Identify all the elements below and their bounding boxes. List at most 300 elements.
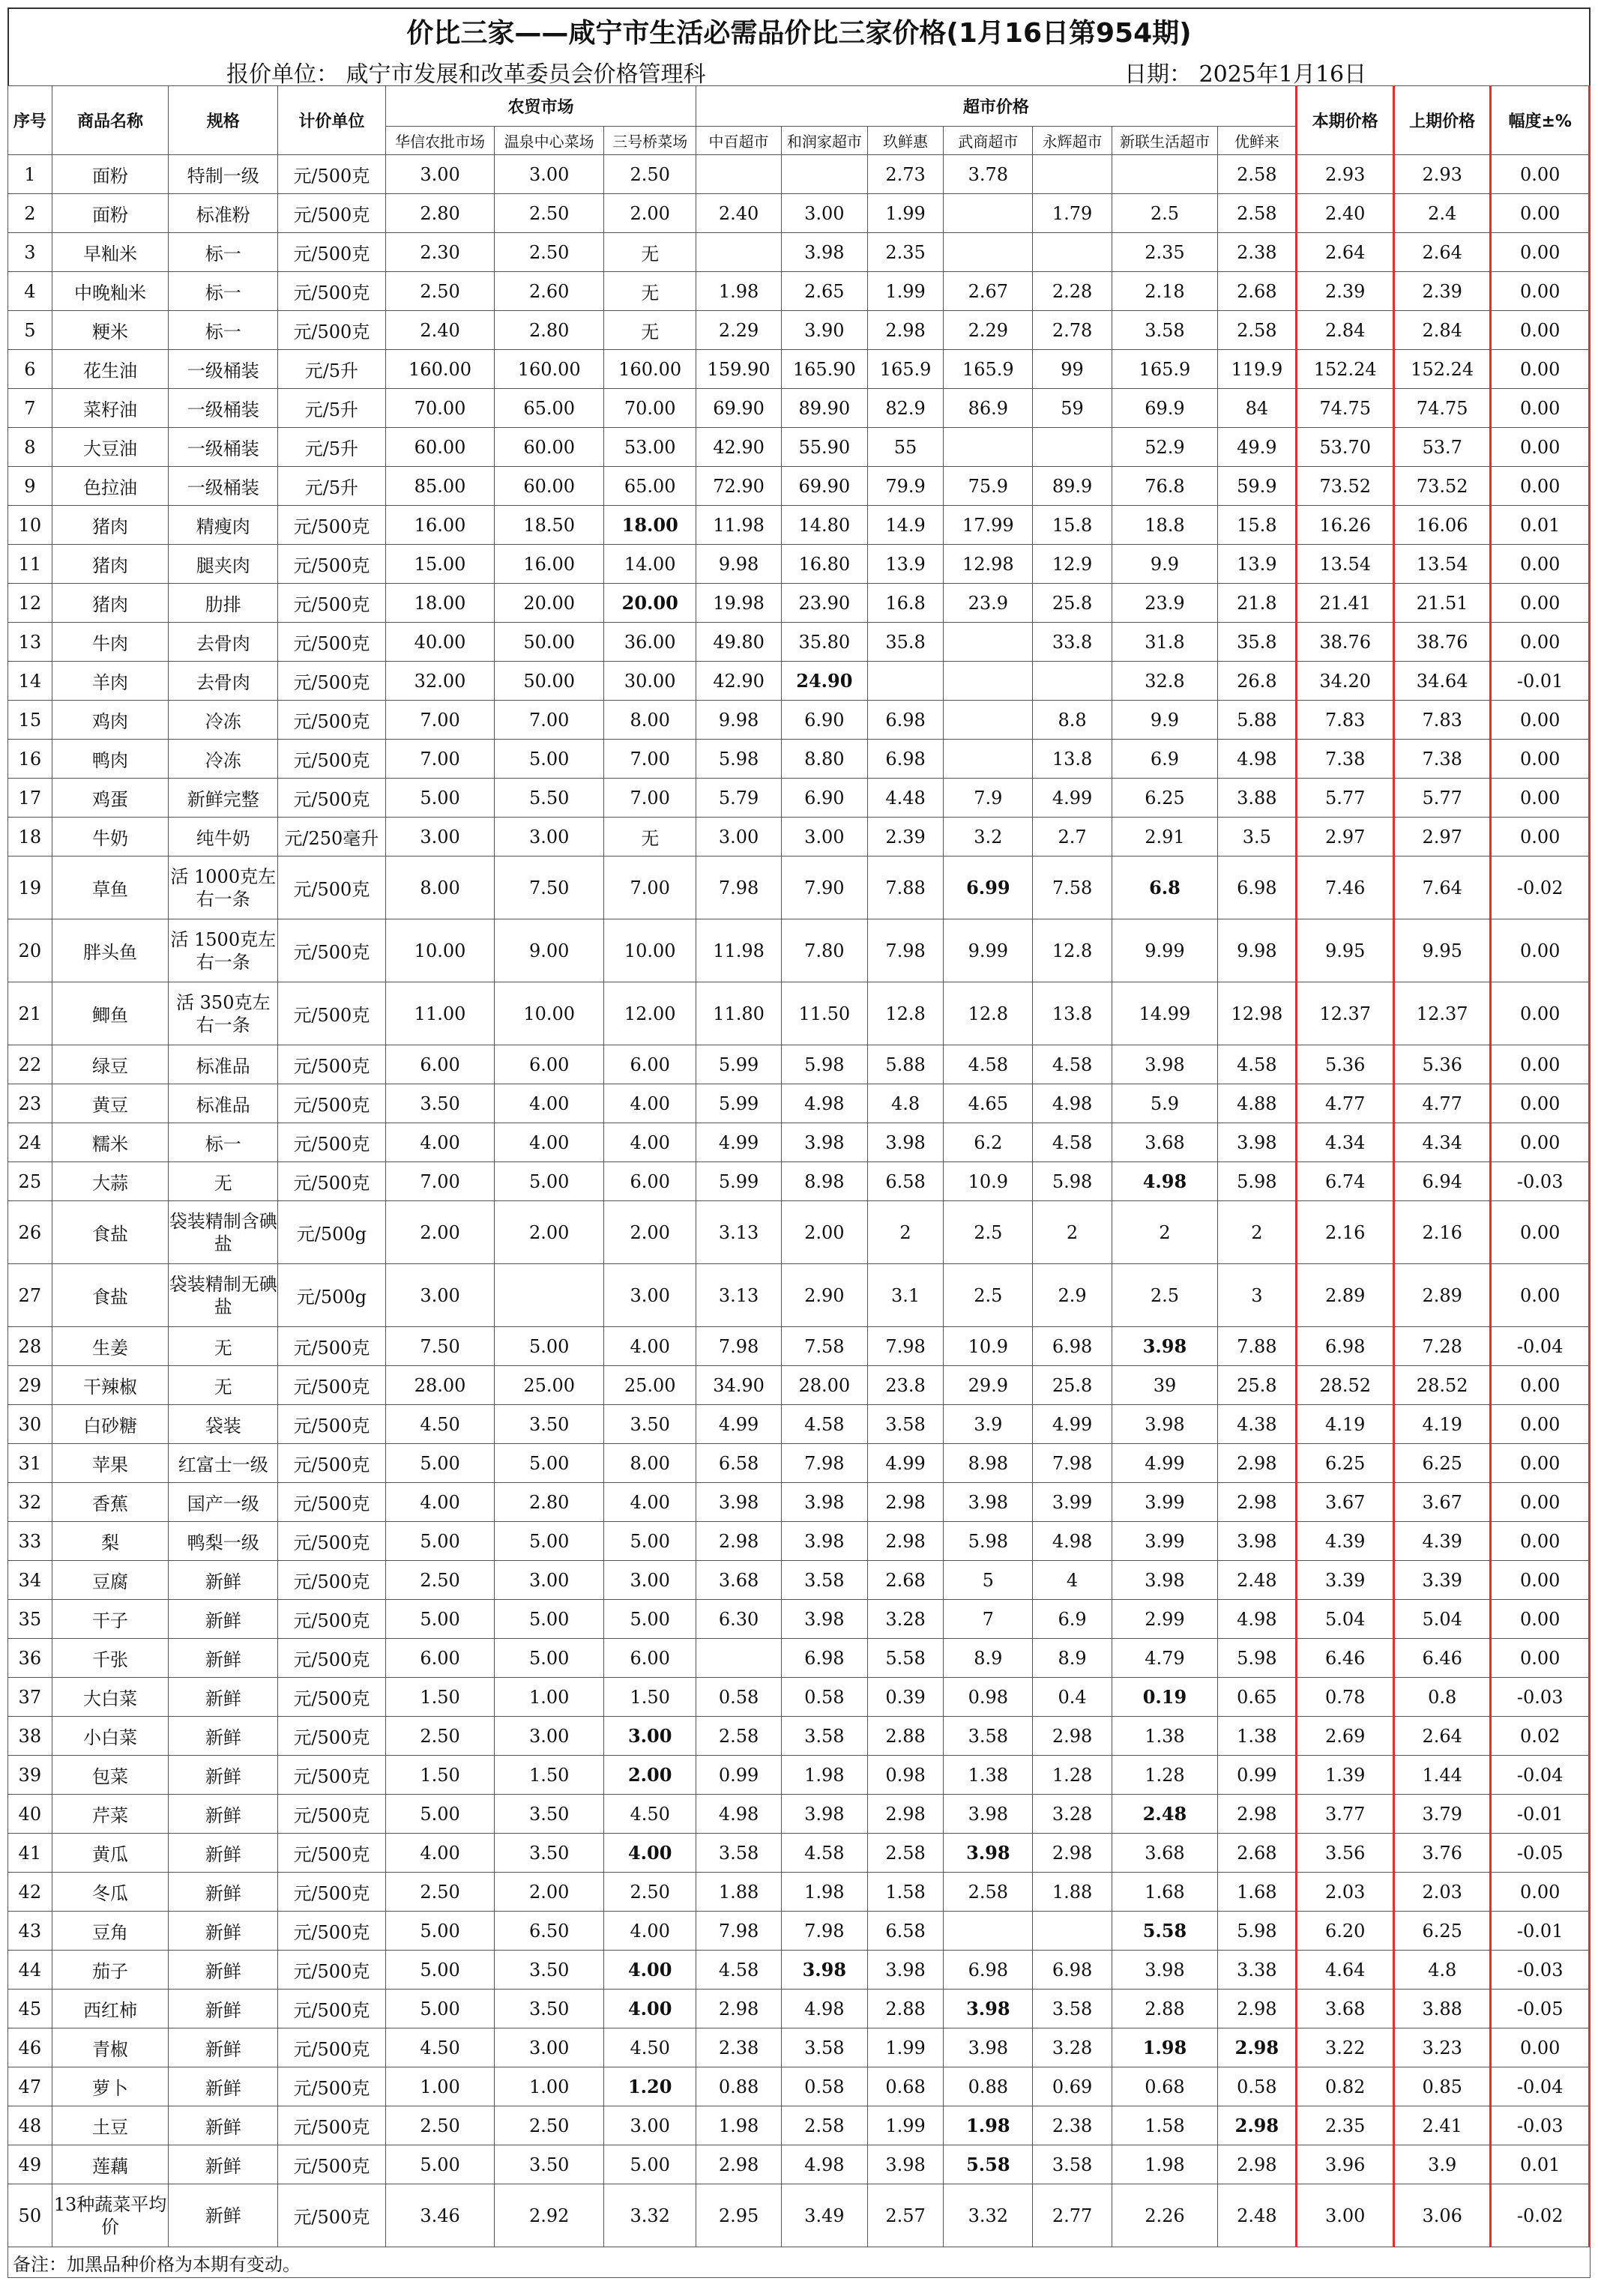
price-cell: 2.98 [1218, 1990, 1297, 2028]
unit-cell: 元/5升 [278, 428, 386, 467]
last-price-cell: 16.06 [1393, 506, 1490, 545]
spec-cell: 袋装精制含碘盐 [169, 1201, 278, 1264]
change-cell: -0.03 [1491, 1951, 1590, 1990]
price-cell: 2 [1112, 1201, 1218, 1264]
price-cell: 3.58 [1112, 311, 1218, 350]
price-cell: 1.00 [385, 2067, 495, 2106]
seq-cell: 39 [8, 1756, 52, 1795]
price-cell: 3.58 [1033, 2145, 1112, 2184]
spec-cell: 新鲜 [169, 1717, 278, 1756]
unit-cell: 元/500克 [278, 1123, 386, 1162]
price-cell: 4.58 [696, 1951, 781, 1990]
price-cell: 1.79 [1033, 194, 1112, 233]
price-cell: 9.98 [1218, 919, 1297, 982]
change-cell: -0.02 [1491, 857, 1590, 919]
header-store-7: 永辉超市 [1033, 127, 1112, 155]
last-price-cell: 6.94 [1393, 1162, 1490, 1201]
price-cell: 1.58 [1112, 2106, 1218, 2145]
unit-cell: 元/5升 [278, 467, 386, 506]
last-price-cell: 3.76 [1393, 1834, 1490, 1873]
table-row [8, 1639, 1590, 1678]
price-cell [1033, 1912, 1112, 1951]
price-cell: 1.50 [385, 1756, 495, 1795]
price-cell: 3.38 [1218, 1951, 1297, 1990]
header-store-5: 玖鲜惠 [867, 127, 943, 155]
last-price-cell: 0.8 [1393, 1678, 1490, 1717]
price-cell: 69.90 [696, 389, 781, 428]
spec-cell: 新鲜 [169, 1795, 278, 1834]
price-cell: 165.9 [867, 350, 943, 389]
price-cell: 3.98 [1218, 1522, 1297, 1561]
price-cell: 4.00 [385, 1123, 495, 1162]
price-cell [867, 662, 943, 701]
spec-cell: 一级桶装 [169, 467, 278, 506]
price-cell: 25.00 [604, 1366, 696, 1405]
price-cell: 6.00 [385, 1045, 495, 1084]
price-cell: 1.00 [495, 2067, 604, 2106]
price-cell: 2.50 [385, 1717, 495, 1756]
last-price-cell: 4.19 [1393, 1405, 1490, 1444]
price-cell: 2.80 [495, 1483, 604, 1522]
price-cell: 2.78 [1033, 311, 1112, 350]
price-cell [1033, 233, 1112, 272]
last-price-cell: 7.64 [1393, 857, 1490, 919]
price-cell: 6.00 [385, 1639, 495, 1678]
price-cell: 24.90 [781, 662, 867, 701]
change-cell: -0.04 [1491, 1327, 1590, 1366]
price-cell: 无 [604, 233, 696, 272]
price-cell: 69.90 [781, 467, 867, 506]
price-cell: 4 [1033, 1561, 1112, 1600]
price-cell: 4.50 [385, 2028, 495, 2067]
seq-cell: 41 [8, 1834, 52, 1873]
last-price-cell: 2.64 [1393, 1717, 1490, 1756]
price-cell: 2.58 [1218, 155, 1297, 194]
price-cell: 3.00 [604, 1561, 696, 1600]
spec-cell: 一级桶装 [169, 389, 278, 428]
price-cell: 6.50 [495, 1912, 604, 1951]
price-cell: 2.48 [1218, 1561, 1297, 1600]
price-cell: 89.90 [781, 389, 867, 428]
price-cell: 7.50 [385, 1327, 495, 1366]
price-cell: 2.50 [385, 2106, 495, 2145]
unit-cell: 元/500克 [278, 662, 386, 701]
unit-cell: 元/500克 [278, 1990, 386, 2028]
current-price-cell: 2.39 [1297, 272, 1393, 311]
current-price-cell: 1.39 [1297, 1756, 1393, 1795]
price-cell: 2.26 [1112, 2184, 1218, 2247]
price-cell: 2.29 [696, 311, 781, 350]
seq-cell: 3 [8, 233, 52, 272]
price-cell: 3.58 [781, 1561, 867, 1600]
change-cell: 0.00 [1491, 389, 1590, 428]
unit-cell: 元/500克 [278, 2145, 386, 2184]
price-cell: 5.88 [867, 1045, 943, 1084]
table-row [8, 1123, 1590, 1162]
price-cell: 4.00 [604, 1951, 696, 1990]
price-cell: 2.73 [867, 155, 943, 194]
price-cell: 3.98 [1112, 1327, 1218, 1366]
price-cell: 8.8 [1033, 701, 1112, 740]
unit-cell: 元/500克 [278, 857, 386, 919]
price-cell: 11.80 [696, 982, 781, 1045]
price-cell: 165.9 [1112, 350, 1218, 389]
spec-cell: 袋装 [169, 1405, 278, 1444]
price-cell: 2.68 [1218, 272, 1297, 311]
seq-cell: 16 [8, 740, 52, 779]
price-cell: 12.8 [944, 982, 1033, 1045]
current-price-cell: 3.22 [1297, 2028, 1393, 2067]
price-cell: 1.98 [696, 2106, 781, 2145]
price-cell: 6.2 [944, 1123, 1033, 1162]
price-cell: 2.38 [696, 2028, 781, 2067]
price-cell: 2.58 [867, 1834, 943, 1873]
spec-cell: 去骨肉 [169, 662, 278, 701]
price-cell: 3.98 [1112, 1951, 1218, 1990]
last-price-cell: 2.64 [1393, 233, 1490, 272]
header-store-2: 三号桥菜场 [604, 127, 696, 155]
price-cell: 20.00 [604, 584, 696, 623]
change-cell: 0.00 [1491, 982, 1590, 1045]
seq-cell: 42 [8, 1873, 52, 1912]
seq-cell: 40 [8, 1795, 52, 1834]
price-cell: 11.00 [385, 982, 495, 1045]
price-cell: 3.49 [781, 2184, 867, 2247]
price-cell [696, 233, 781, 272]
price-cell: 2.35 [1112, 233, 1218, 272]
price-cell: 2.98 [867, 311, 943, 350]
current-price-cell: 2.93 [1297, 155, 1393, 194]
product-name-cell: 食盐 [52, 1264, 169, 1327]
seq-cell: 50 [8, 2184, 52, 2247]
table-header [8, 86, 1590, 155]
unit-cell: 元/500克 [278, 1405, 386, 1444]
price-cell: 4.99 [867, 1444, 943, 1483]
table-row [8, 1600, 1590, 1639]
last-price-cell: 2.39 [1393, 272, 1490, 311]
price-cell: 5.00 [604, 1522, 696, 1561]
unit-cell: 元/500克 [278, 2106, 386, 2145]
price-cell: 3.50 [495, 1990, 604, 2028]
current-price-cell: 38.76 [1297, 623, 1393, 662]
table-row [8, 1951, 1590, 1990]
product-name-cell: 苹果 [52, 1444, 169, 1483]
price-cell: 6.98 [1218, 857, 1297, 919]
product-name-cell: 豆角 [52, 1912, 169, 1951]
price-cell: 4.79 [1112, 1639, 1218, 1678]
price-cell: 5.98 [696, 740, 781, 779]
price-cell: 13.8 [1033, 740, 1112, 779]
price-cell: 0.69 [1033, 2067, 1112, 2106]
unit-cell: 元/500克 [278, 1483, 386, 1522]
price-cell: 33.8 [1033, 623, 1112, 662]
unit-cell: 元/250毫升 [278, 818, 386, 857]
change-cell: 0.00 [1491, 1045, 1590, 1084]
price-cell: 5.98 [781, 1045, 867, 1084]
price-cell: 3.58 [867, 1405, 943, 1444]
unit-cell: 元/500克 [278, 1912, 386, 1951]
price-cell: 0.39 [867, 1678, 943, 1717]
price-cell: 4.98 [1033, 1084, 1112, 1123]
price-cell: 2.40 [696, 194, 781, 233]
current-price-cell: 34.20 [1297, 662, 1393, 701]
change-cell: -0.01 [1491, 1912, 1590, 1951]
unit-cell: 元/500克 [278, 982, 386, 1045]
price-cell: 4.98 [1112, 1162, 1218, 1201]
product-name-cell: 芹菜 [52, 1795, 169, 1834]
price-cell: 2.98 [867, 1483, 943, 1522]
price-cell: 2.48 [1218, 2184, 1297, 2247]
unit-cell: 元/500克 [278, 1522, 386, 1561]
table-row [8, 506, 1590, 545]
unit-cell: 元/5升 [278, 389, 386, 428]
current-price-cell: 74.75 [1297, 389, 1393, 428]
product-name-cell: 食盐 [52, 1201, 169, 1264]
price-cell: 49.80 [696, 623, 781, 662]
table-row [8, 1873, 1590, 1912]
change-cell: 0.00 [1491, 428, 1590, 467]
price-cell: 3.68 [696, 1561, 781, 1600]
price-cell: 2.50 [604, 1873, 696, 1912]
price-cell: 60.00 [495, 467, 604, 506]
price-cell: 7.88 [867, 857, 943, 919]
seq-cell: 12 [8, 584, 52, 623]
price-cell: 3.50 [604, 1405, 696, 1444]
seq-cell: 21 [8, 982, 52, 1045]
price-cell: 20.00 [495, 584, 604, 623]
spec-cell: 新鲜 [169, 2145, 278, 2184]
price-cell: 76.8 [1112, 467, 1218, 506]
price-cell: 2.58 [1218, 311, 1297, 350]
change-cell: 0.00 [1491, 1366, 1590, 1405]
spec-cell: 去骨肉 [169, 623, 278, 662]
last-price-cell: 4.39 [1393, 1522, 1490, 1561]
seq-cell: 27 [8, 1264, 52, 1327]
spec-cell: 肋排 [169, 584, 278, 623]
price-cell: 4.98 [1218, 1600, 1297, 1639]
price-cell: 9.99 [944, 919, 1033, 982]
price-cell: 4.99 [1033, 779, 1112, 818]
price-cell: 2.98 [1033, 1717, 1112, 1756]
price-cell: 3.99 [1033, 1483, 1112, 1522]
price-cell: 12.00 [604, 982, 696, 1045]
price-cell: 23.9 [1112, 584, 1218, 623]
last-price-cell: 53.7 [1393, 428, 1490, 467]
price-cell: 2.5 [944, 1201, 1033, 1264]
current-price-cell: 53.70 [1297, 428, 1393, 467]
change-cell: 0.00 [1491, 818, 1590, 857]
current-price-cell: 152.24 [1297, 350, 1393, 389]
last-price-cell: 34.64 [1393, 662, 1490, 701]
price-cell: 10.00 [385, 919, 495, 982]
table-row [8, 350, 1590, 389]
price-cell: 25.8 [1218, 1366, 1297, 1405]
price-cell: 31.8 [1112, 623, 1218, 662]
price-cell: 7.98 [696, 857, 781, 919]
header-store-6: 武商超市 [944, 127, 1033, 155]
product-name-cell: 黄豆 [52, 1084, 169, 1123]
price-cell: 3.50 [495, 1834, 604, 1873]
table-row [8, 194, 1590, 233]
product-name-cell: 糯米 [52, 1123, 169, 1162]
price-cell: 3.98 [867, 2145, 943, 2184]
price-cell: 1.28 [1033, 1756, 1112, 1795]
product-name-cell: 白砂糖 [52, 1405, 169, 1444]
current-price-cell: 0.78 [1297, 1678, 1393, 1717]
price-cell: 53.00 [604, 428, 696, 467]
table-row [8, 1483, 1590, 1522]
price-cell: 2.65 [781, 272, 867, 311]
price-cell: 42.90 [696, 662, 781, 701]
seq-cell: 19 [8, 857, 52, 919]
price-cell: 1.20 [604, 2067, 696, 2106]
product-name-cell: 青椒 [52, 2028, 169, 2067]
price-cell: 2.98 [1218, 1795, 1297, 1834]
change-cell: 0.00 [1491, 779, 1590, 818]
change-cell: 0.00 [1491, 1873, 1590, 1912]
price-cell: 9.98 [696, 701, 781, 740]
header-store-4: 和润家超市 [781, 127, 867, 155]
price-cell: 59.9 [1218, 467, 1297, 506]
price-cell: 6.30 [696, 1600, 781, 1639]
table-row [8, 1990, 1590, 2028]
price-cell: 3.50 [385, 1084, 495, 1123]
price-cell: 16.8 [867, 584, 943, 623]
current-price-cell: 4.19 [1297, 1405, 1393, 1444]
price-cell: 160.00 [604, 350, 696, 389]
price-cell: 7.58 [781, 1327, 867, 1366]
price-cell: 0.58 [1218, 2067, 1297, 2106]
price-cell: 1.68 [1218, 1873, 1297, 1912]
price-cell: 2 [1033, 1201, 1112, 1264]
price-cell: 4.00 [385, 1834, 495, 1873]
price-cell: 7 [944, 1600, 1033, 1639]
price-cell: 10.9 [944, 1327, 1033, 1366]
current-price-cell: 7.83 [1297, 701, 1393, 740]
unit-cell: 元/500克 [278, 1366, 386, 1405]
price-cell: 39 [1112, 1366, 1218, 1405]
price-cell [944, 233, 1033, 272]
table-row [8, 1084, 1590, 1123]
change-cell: -0.05 [1491, 1834, 1590, 1873]
price-cell: 5.00 [495, 1327, 604, 1366]
seq-cell: 22 [8, 1045, 52, 1084]
price-cell: 1.98 [1112, 2028, 1218, 2067]
product-name-cell: 大豆油 [52, 428, 169, 467]
seq-cell: 47 [8, 2067, 52, 2106]
price-cell: 7.50 [495, 857, 604, 919]
price-cell: 1.99 [867, 2028, 943, 2067]
price-cell: 11.50 [781, 982, 867, 1045]
change-cell: 0.00 [1491, 1600, 1590, 1639]
price-cell [944, 1912, 1033, 1951]
price-cell: 40.00 [385, 623, 495, 662]
last-price-cell: 38.76 [1393, 623, 1490, 662]
product-name-cell: 千张 [52, 1639, 169, 1678]
seq-cell: 30 [8, 1405, 52, 1444]
last-price-cell: 73.52 [1393, 467, 1490, 506]
price-cell: 7.00 [495, 701, 604, 740]
last-price-cell: 3.67 [1393, 1483, 1490, 1522]
price-cell: 4.58 [1218, 1045, 1297, 1084]
change-cell: 0.00 [1491, 740, 1590, 779]
product-name-cell: 干子 [52, 1600, 169, 1639]
price-cell: 1.98 [781, 1873, 867, 1912]
table-row [8, 428, 1590, 467]
price-cell: 10.9 [944, 1162, 1033, 1201]
price-cell: 6.58 [867, 1912, 943, 1951]
price-cell: 15.8 [1033, 506, 1112, 545]
product-name-cell: 早籼米 [52, 233, 169, 272]
price-cell: 0.58 [781, 2067, 867, 2106]
price-cell: 2.00 [495, 1201, 604, 1264]
price-cell: 8.00 [604, 1444, 696, 1483]
header-farm-market: 农贸市场 [385, 86, 696, 127]
price-cell: 0.98 [867, 1756, 943, 1795]
price-cell: 7.98 [781, 1444, 867, 1483]
product-name-cell: 香蕉 [52, 1483, 169, 1522]
seq-cell: 35 [8, 1600, 52, 1639]
product-name-cell: 包菜 [52, 1756, 169, 1795]
seq-cell: 6 [8, 350, 52, 389]
price-cell: 5.00 [385, 1795, 495, 1834]
product-name-cell: 鸡蛋 [52, 779, 169, 818]
header-store-8: 新联生活超市 [1112, 127, 1218, 155]
price-cell: 0.98 [944, 1678, 1033, 1717]
price-cell: 72.90 [696, 467, 781, 506]
price-cell: 3.88 [1218, 779, 1297, 818]
product-name-cell: 绿豆 [52, 1045, 169, 1084]
price-cell: 2.00 [604, 1756, 696, 1795]
price-cell: 2.67 [944, 272, 1033, 311]
price-cell: 3.98 [1112, 1045, 1218, 1084]
price-cell: 16.00 [385, 506, 495, 545]
price-cell: 85.00 [385, 467, 495, 506]
price-cell: 1.28 [1112, 1756, 1218, 1795]
current-price-cell: 3.96 [1297, 2145, 1393, 2184]
spec-cell: 新鲜 [169, 1912, 278, 1951]
price-cell: 5 [944, 1561, 1033, 1600]
price-cell: 7.98 [696, 1912, 781, 1951]
unit-cell: 元/500克 [278, 2067, 386, 2106]
price-cell: 2.98 [867, 1795, 943, 1834]
price-cell: 79.9 [867, 467, 943, 506]
price-cell: 7.80 [781, 919, 867, 982]
price-cell: 4.38 [1218, 1405, 1297, 1444]
last-price-cell: 5.36 [1393, 1045, 1490, 1084]
price-cell: 6.90 [781, 701, 867, 740]
price-cell: 5.50 [495, 779, 604, 818]
table-row [8, 740, 1590, 779]
price-cell: 无 [604, 818, 696, 857]
price-cell: 0.88 [944, 2067, 1033, 2106]
price-cell: 3.68 [1112, 1123, 1218, 1162]
price-cell: 3.98 [781, 1483, 867, 1522]
product-name-cell: 13种蔬菜平均价 [52, 2184, 169, 2247]
spec-cell: 特制一级 [169, 155, 278, 194]
price-cell: 165.90 [781, 350, 867, 389]
price-cell: 89.9 [1033, 467, 1112, 506]
price-cell: 1.58 [867, 1873, 943, 1912]
product-name-cell: 鸭肉 [52, 740, 169, 779]
price-cell: 8.80 [781, 740, 867, 779]
price-cell: 2.7 [1033, 818, 1112, 857]
price-cell: 8.98 [944, 1444, 1033, 1483]
change-cell: -0.04 [1491, 2067, 1590, 2106]
change-cell: -0.04 [1491, 1756, 1590, 1795]
price-cell: 17.99 [944, 506, 1033, 545]
table-row [8, 1522, 1590, 1561]
